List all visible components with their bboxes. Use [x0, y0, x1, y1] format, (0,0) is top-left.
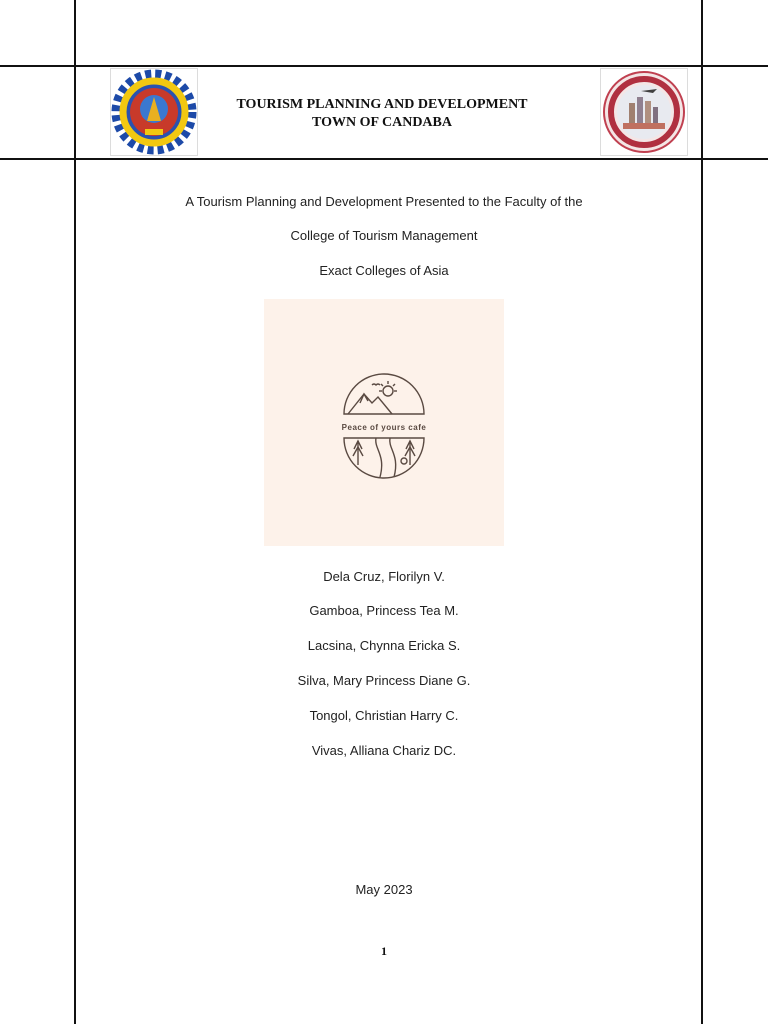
intro-line-2: College of Tourism Management — [290, 228, 478, 243]
cover-image — [264, 299, 504, 546]
intro-line-1: A Tourism Planning and Development Presented to the Faculty of the — [185, 194, 583, 209]
author-3: Lacsina, Chynna Ericka S. — [307, 638, 461, 653]
left-border-line — [74, 0, 76, 1024]
cafe-emblem-icon — [264, 299, 504, 546]
page-number: 1 — [381, 944, 387, 958]
submission-date: May 2023 — [355, 882, 413, 897]
author-6: Vivas, Alliana Chariz DC. — [311, 743, 457, 758]
header-title-line-1: TOURISM PLANNING AND DEVELOPMENT — [236, 97, 528, 112]
author-2: Gamboa, Princess Tea M. — [309, 603, 459, 618]
cafe-emblem-caption: Peace of yours cafe — [341, 423, 427, 432]
author-1: Dela Cruz, Florilyn V. — [323, 569, 445, 584]
gear-seal-logo-icon — [110, 68, 198, 156]
header-top-line — [0, 65, 768, 67]
intro-line-3: Exact Colleges of Asia — [319, 263, 449, 278]
right-border-line — [701, 0, 703, 1024]
header-bottom-line — [0, 158, 768, 160]
author-4: Silva, Mary Princess Diane G. — [297, 673, 471, 688]
header-title-line-2: TOWN OF CANDABA — [311, 115, 452, 130]
document-header-title — [196, 96, 568, 132]
college-seal-logo-icon — [600, 68, 688, 156]
author-5: Tongol, Christian Harry C. — [309, 708, 459, 723]
